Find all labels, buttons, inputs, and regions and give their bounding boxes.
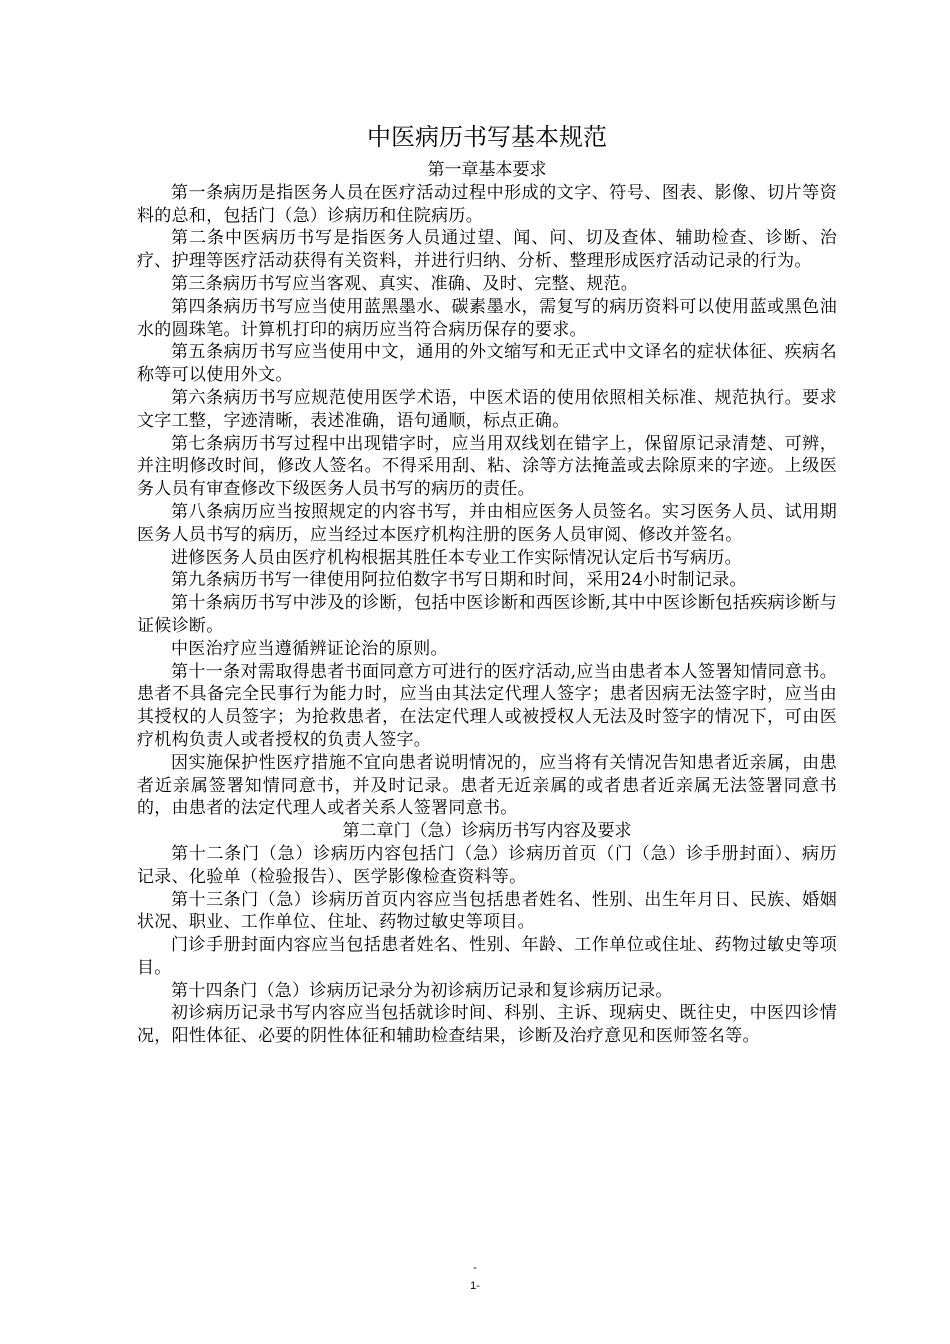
- paragraph: 因实施保护性医疗措施不宜向患者说明情况的，应当将有关情况告知患者近亲属，由患者近亲属签署知情同意书，并及时记录。患者无近亲属的或者患者近亲属无法签署同意书的，由患者的法定代理人或者关系人签署同意书。: [137, 752, 837, 819]
- paragraph: 第九条病历书写一律使用阿拉伯数字书写日期和时间，采用24小时制记录。: [171, 570, 747, 591]
- paragraph: 第五条病历书写应当使用中文，通用的外文缩写和无正式中文译名的症状体征、疾病名称等可以使用外文。: [137, 342, 837, 386]
- chapter-2-body: [137, 843, 837, 1048]
- paragraph: 第十四条门（急）诊病历记录分为初诊病历记录和复诊病历记录。: [171, 980, 673, 1001]
- paragraph: 初诊病历记录书写内容应当包括就诊时间、科别、主诉、现病史、既往史，中医四诊情况，阳性体征、必要的阴性体征和辅助检查结果，诊断及治疗意见和医师签名等。: [137, 1003, 837, 1047]
- footer-dash: -: [473, 1262, 477, 1274]
- paragraph: 第十三条门（急）诊病历首页内容应当包括患者姓名、性别、出生年月日、民族、婚姻状况、职业、工作单位、住址、药物过敏史等项目。: [137, 889, 837, 933]
- paragraph: 第十二条门（急）诊病历内容包括门（急）诊病历首页（门（急）诊手册封面）、病历记录、化验单（检验报告）、医学影像检查资料等。: [137, 843, 837, 887]
- paragraph: 中医治疗应当遵循辨证论治的原则。: [171, 638, 448, 659]
- chapter-heading-1: 第一章基本要求: [427, 160, 547, 180]
- paragraph: 第十条病历书写中涉及的诊断，包括中医诊断和西医诊断,其中中医诊断包括疾病诊断与证候诊断。: [137, 593, 837, 636]
- paragraph: 第八条病历应当按照规定的内容书写，并由相应医务人员签名。实习医务人员、试用期医务人员书写的病历，应当经过本医疗机构注册的医务人员审阅、修改并签名。: [137, 501, 837, 545]
- paragraph: 第二条中医病历书写是指医务人员通过望、闻、问、切及查体、辅助检查、诊断、治疗、护理等医疗活动获得有关资料，并进行归纳、分析、整理形成医疗活动记录的行为。: [137, 228, 837, 272]
- paragraph: 第十一条对需取得患者书面同意方可进行的医疗活动,应当由患者本人签署知情同意书。患者不具备完全民事行为能力时，应当由其法定代理人签字；患者因病无法签字时，应当由其授权的人员签字；为抢救患者，在法定代理人或被授权人无法及时签字的情况下，可由医疗机构负责人或者授权的负责人签字。: [137, 661, 837, 750]
- paragraph: 第七条病历书写过程中出现错字时，应当用双线划在错字上，保留原记录清楚、可辨，并注明修改时间，修改人签名。不得采用刮、粘、涂等方法掩盖或去除原来的字迹。上级医务人员有审查修改下级医务人员书写的病历的责任。: [137, 433, 837, 500]
- paragraph: 第一条病历是指医务人员在医疗活动过程中形成的文字、符号、图表、影像、切片等资料的总和，包括门（急）诊病历和住院病历。: [137, 182, 837, 226]
- document-title: 中医病历书写基本规范: [367, 123, 607, 151]
- paragraph: 第三条病历书写应当客观、真实、准确、及时、完整、规范。: [171, 273, 639, 294]
- page-number: 1-: [470, 1280, 480, 1292]
- paragraph: 进修医务人员由医疗机构根据其胜任本专业工作实际情况认定后书写病历。: [171, 547, 742, 568]
- document-body: [137, 119, 837, 1048]
- chapter-heading-2: 第二章门（急）诊病历书写内容及要求: [342, 821, 632, 842]
- paragraph: 第四条病历书写应当使用蓝黑墨水、碳素墨水，需复写的病历资料可以使用蓝或黑色油水的圆珠笔。计算机打印的病历应当符合病历保存的要求。: [137, 296, 837, 340]
- paragraph: 门诊手册封面内容应当包括患者姓名、性别、年龄、工作单位或住址、药物过敏史等项目。: [137, 935, 837, 978]
- paragraph: 第六条病历书写应规范使用医学术语，中医术语的使用依照相关标准、规范执行。要求文字工整，字迹清晰，表述准确，语句通顺，标点正确。: [137, 387, 837, 431]
- chapter-1-body: [137, 182, 837, 820]
